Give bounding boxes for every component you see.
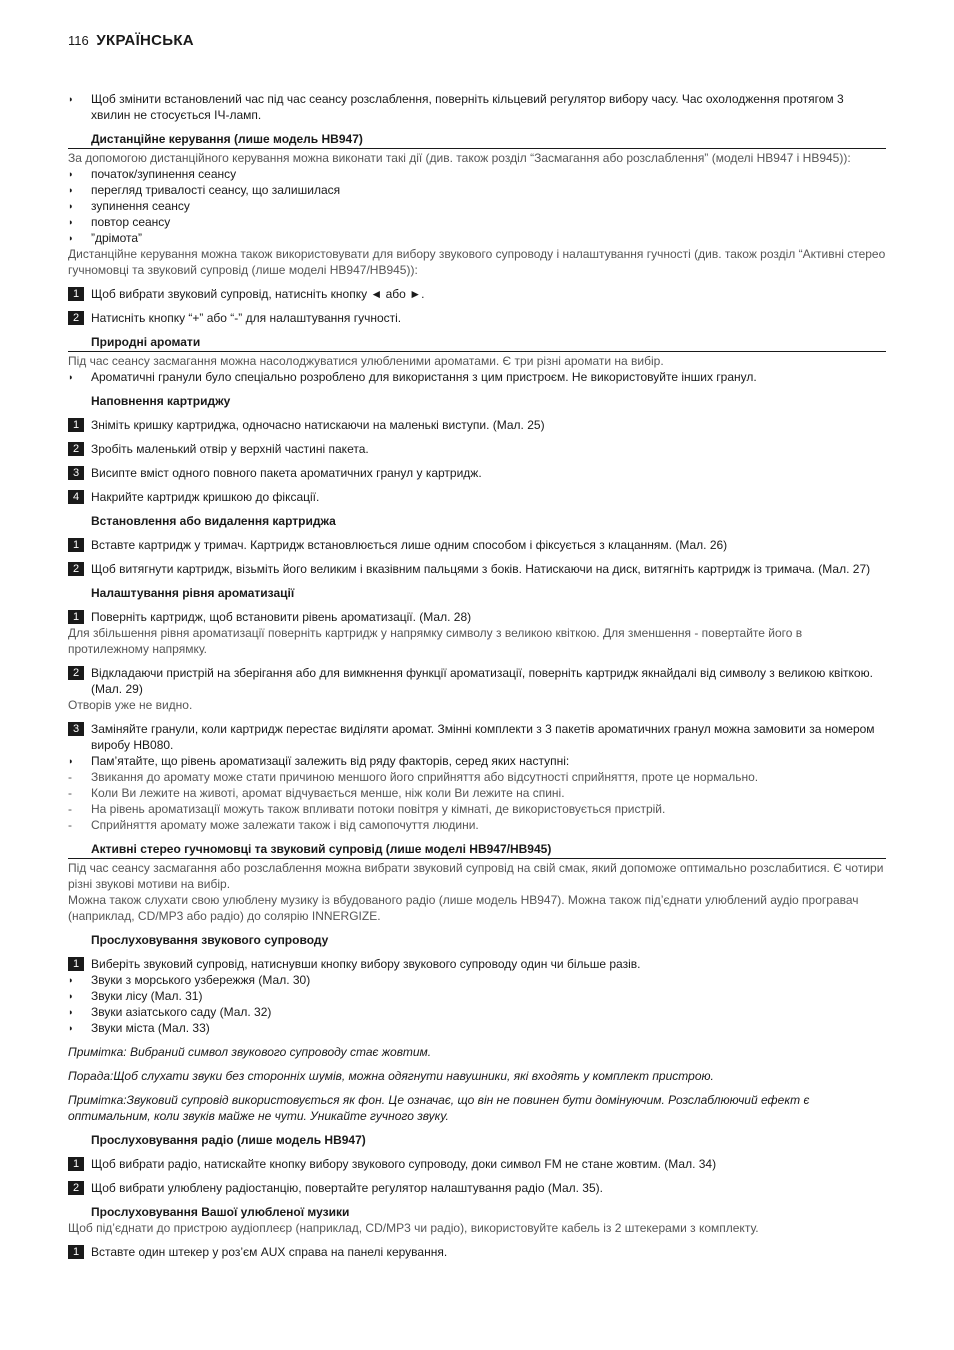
bullet-marker-icon: ◗ (68, 185, 74, 195)
step-number: 1 (68, 287, 84, 301)
dash-item (68, 817, 886, 833)
bullet-marker-icon: ◗ (68, 372, 74, 382)
dash-text: Коли Ви лежите на животі, аромат відчувається менше, ніж коли Ви лежите на спині. (91, 786, 565, 800)
paragraph: Можна також слухати свою улюблену музику із вбудованого радіо (лише модель HB947). Можна також під’єднати улюблений аудіо програвач (наприклад, CD/MP3 або радіо) до солярію INNERGIZE. (68, 893, 859, 923)
bullet-marker-icon: ◗ (68, 756, 74, 766)
bullet-text: повтор сеансу (91, 215, 171, 229)
bullet-text: зупинення сеансу (91, 199, 190, 213)
language-title: УКРАЇНСЬКА (96, 32, 194, 49)
bullet-item (68, 91, 886, 123)
bullet-text: Пам’ятайте, що рівень ароматизації залежить від ряду факторів, серед яких наступні: (91, 754, 570, 768)
step-text: Вставте картридж у тримач. Картридж встановлюється лише одним способом і фіксується з клацанням. (Мал. 26) (91, 538, 728, 552)
step-text: Виберіть звуковий супровід, натиснувши кнопку вибору звукового супроводу один чи більше разів. (91, 957, 641, 971)
bullet-marker-icon: ◗ (68, 1007, 74, 1017)
bullet-marker-icon: ◗ (68, 169, 74, 179)
numbered-step (68, 561, 886, 577)
dash-marker: - (68, 770, 72, 784)
paragraph: Отворів уже не видно. (68, 698, 193, 712)
bullet-item (68, 166, 886, 182)
step-number: 3 (68, 466, 84, 480)
note-text: Примітка:Звуковий супровід використовується як фон. Це означає, що він не повинен бути домінуючим. Розслаблюючий ефект є оптимальним, коли звуків майже не чути. Уникайте гучного звуку. (68, 1093, 810, 1123)
step-number: 2 (68, 1181, 84, 1195)
paragraph: Для збільшення рівня ароматизації поверніть картридж у напрямку символу з великою квіткою. Для зменшення - повертайте його в протилежному напрямку. (68, 626, 803, 656)
step-text: Відкладаючи пристрій на зберігання або для вимкнення функції ароматизації, поверніть картридж якнайдалі від символу з великою квіткою. (Мал. 29) (91, 666, 873, 696)
numbered-step (68, 956, 886, 972)
step-text: Зніміть кришку картриджа, одночасно натискаючи на маленькі виступи. (Мал. 25) (91, 418, 545, 432)
bullet-item (68, 1020, 886, 1036)
dash-text: Звикання до аромату може стати причиною меншого його сприйняття або відсутності сприйняття, проте це нормально. (91, 770, 759, 784)
step-number: 2 (68, 442, 84, 456)
bullet-item (68, 230, 886, 246)
dash-marker: - (68, 786, 72, 800)
step-number: 1 (68, 957, 84, 971)
numbered-step (68, 609, 886, 625)
step-number: 1 (68, 1245, 84, 1259)
page-number: 116 (68, 33, 89, 48)
bullet-marker-icon: ◗ (68, 991, 74, 1001)
bullet-marker-icon: ◗ (68, 217, 74, 227)
step-text: Накрийте картридж кришкою до фіксації. (91, 490, 320, 504)
bullet-text: перегляд тривалості сеансу, що залишилася (91, 183, 341, 197)
dash-marker: - (68, 802, 72, 816)
paragraph: За допомогою дистанційного керування можна виконати такі дії (див. також розділ “Засмагання або розслаблення” (моделі HB947 і HB945)): (68, 151, 851, 165)
numbered-step (68, 1244, 886, 1260)
numbered-step (68, 537, 886, 553)
step-text: Натисніть кнопку “+” або “-” для налаштування гучності. (91, 311, 402, 325)
dash-item (68, 801, 886, 817)
paragraph: Щоб під’єднати до пристрою аудіоплеєр (наприклад, CD/MP3 чи радіо), використовуйте кабель із 2 штекерами з комплекту. (68, 1221, 759, 1235)
bullet-marker-icon: ◗ (68, 233, 74, 243)
bullet-item (68, 214, 886, 230)
numbered-step (68, 1180, 886, 1196)
paragraph: Під час сеансу засмагання можна насолоджуватися улюбленими ароматами. Є три різні аромати на вибір. (68, 354, 664, 368)
bullet-marker-icon: ◗ (68, 201, 74, 211)
page-header (68, 33, 194, 49)
step-text: Заміняйте гранули, коли картридж перестає виділяти аромат. Змінні комплекти з 3 пакетів ароматичних гранул можна замовити за номером виробу HB080. (91, 722, 875, 752)
subsection-heading: Налаштування рівня ароматизації (91, 586, 295, 600)
numbered-step (68, 417, 886, 433)
subsection-heading: Прослуховування радіо (лише модель HB947) (91, 1133, 366, 1147)
step-text: Щоб вибрати улюблену радіостанцію, повертайте регулятор налаштування радіо (Мал. 35). (91, 1181, 603, 1195)
step-number: 2 (68, 562, 84, 576)
bullet-item (68, 753, 886, 769)
bullet-text: Ароматичні гранули було спеціально розроблено для використання з цим пристроєм. Не використовуйте інших гранул. (91, 370, 757, 384)
step-text: Вставте один штекер у роз’єм AUX справа на панелі керування. (91, 1245, 448, 1259)
step-text: Щоб вибрати радіо, натискайте кнопку вибору звукового супроводу, доки символ FM не стане жовтим. (Мал. 34) (91, 1157, 717, 1171)
bullet-marker-icon: ◗ (68, 975, 74, 985)
bullet-item (68, 198, 886, 214)
numbered-step (68, 310, 886, 326)
subsection-heading: Прослуховування звукового супроводу (91, 933, 329, 947)
step-number: 2 (68, 311, 84, 325)
note-text: Примітка: Вибраний символ звукового супроводу стає жовтим. (68, 1045, 432, 1059)
dash-item (68, 785, 886, 801)
dash-text: Сприйняття аромату може залежати також і від самопочуття людини. (91, 818, 479, 832)
bullet-text: Звуки міста (Мал. 33) (91, 1021, 210, 1035)
step-number: 1 (68, 610, 84, 624)
section-heading: Природні аромати (68, 334, 886, 352)
section-heading: Активні стерео гучномовці та звуковий супровід (лише моделі HB947/HB945) (68, 841, 886, 859)
note-text: Порада:Щоб слухати звуки без сторонніх шумів, можна одягнути навушники, які входять у комплект пристрою. (68, 1069, 714, 1083)
numbered-step (68, 441, 886, 457)
step-number: 3 (68, 722, 84, 736)
bullet-text: Звуки азіатського саду (Мал. 32) (91, 1005, 272, 1019)
step-number: 2 (68, 666, 84, 680)
bullet-item (68, 182, 886, 198)
bullet-item (68, 988, 886, 1004)
section-heading: Дистанційне керування (лише модель HB947) (68, 131, 886, 149)
bullet-text: початок/зупинення сеансу (91, 167, 237, 181)
step-text: Щоб витягнути картридж, візьміть його великим і вказівним пальцями з боків. Натискаючи на диск, витягніть картридж із тримача. (Мал. 27) (91, 562, 871, 576)
step-number: 1 (68, 418, 84, 432)
bullet-text: Звуки лісу (Мал. 31) (91, 989, 203, 1003)
numbered-step (68, 286, 886, 302)
bullet-item (68, 972, 886, 988)
dash-text: На рівень ароматизації можуть також впливати потоки повітря у кімнаті, де використовується пристрій. (91, 802, 666, 816)
subsection-heading: Встановлення або видалення картриджа (91, 514, 336, 528)
bullet-text: Щоб змінити встановлений час під час сеансу розслаблення, поверніть кільцевий регулятор вибору часу. Час охолодження протягом 3 хвилин не стосується ІЧ-ламп. (91, 92, 844, 122)
paragraph: Під час сеансу засмагання або розслаблення можна вибрати звуковий супровід на свій смак, який допоможе оптимально розслабитися. Є чотири різні звукові мотиви на вибір. (68, 861, 884, 891)
subsection-heading: Наповнення картриджу (91, 394, 231, 408)
numbered-step (68, 489, 886, 505)
numbered-step (68, 465, 886, 481)
subsection-heading: Прослуховування Вашої улюбленої музики (91, 1205, 350, 1219)
step-number: 1 (68, 538, 84, 552)
numbered-step (68, 1156, 886, 1172)
document-body (68, 91, 886, 1260)
dash-marker: - (68, 818, 72, 832)
numbered-step (68, 721, 886, 753)
step-text: Зробіть маленький отвір у верхній частині пакета. (91, 442, 369, 456)
bullet-text: ”дрімота” (91, 231, 143, 245)
bullet-item (68, 369, 886, 385)
step-text: Висипте вміст одного повного пакета ароматичних гранул у картридж. (91, 466, 482, 480)
bullet-marker-icon: ◗ (68, 1023, 74, 1033)
dash-item (68, 769, 886, 785)
step-number: 4 (68, 490, 84, 504)
paragraph: Дистанційне керування можна також використовувати для вибору звукового супроводу і налаштування гучності (див. також розділ “Активні стерео гучномовці та звуковий супровід (лише моделі HB947/HB945)): (68, 247, 886, 277)
step-text: Щоб вибрати звуковий супровід, натисніть кнопку ◄ або ►. (91, 287, 425, 301)
bullet-text: Звуки з морського узбережжя (Мал. 30) (91, 973, 311, 987)
step-text: Поверніть картридж, щоб встановити рівень ароматизації. (Мал. 28) (91, 610, 472, 624)
bullet-marker-icon: ◗ (68, 94, 74, 104)
numbered-step (68, 665, 886, 697)
step-number: 1 (68, 1157, 84, 1171)
bullet-item (68, 1004, 886, 1020)
